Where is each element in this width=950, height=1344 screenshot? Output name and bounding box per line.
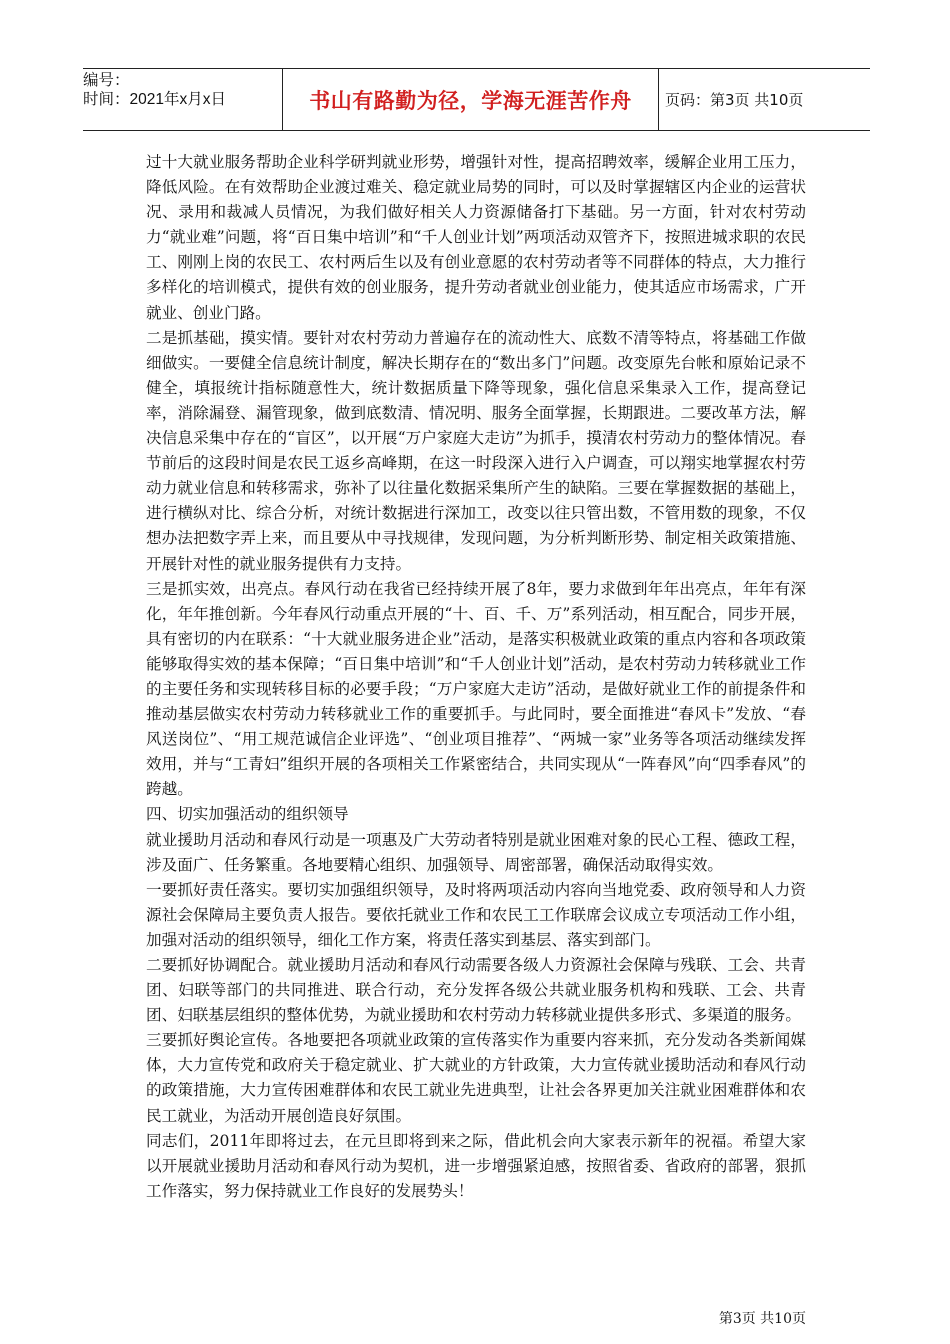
number-label: 编号： [83, 72, 130, 89]
time-label: 时间：2021年x月x日 [83, 91, 226, 108]
header-page-label: 页码：第3页 共10页 [665, 91, 804, 109]
section-heading: 四、切实加强活动的组织领导 [146, 805, 349, 824]
header-meta [83, 69, 283, 132]
paragraph: 二要抓好协调配合。就业援助月活动和春风行动需要各级人力资源社会保障与残联、工会、共青团、妇联等部门的共同推进、联合行动，充分发挥各级公共就业服务机构和残联、工会、共青团、妇联基层组织的整体优势，为就业援助和农村劳动力转移就业提供多形式、多渠道的服务。 [146, 956, 806, 1025]
paragraph: 三是抓实效，出亮点。春风行动在我省已经持续开展了8年，要力求做到年年出亮点，年年有深化，年年推创新。今年春风行动重点开展的“十、百、千、万”系列活动，相互配合，同步开展，具有密切的内在联系：“十大就业服务进企业”活动，是落实积极就业政策的重点内容和各项政策能够取得实效的基本保障；“百日集中培训”和“千人创业计划”活动，是农村劳动力转移就业工作的主要任务和实现转移目标的必要手段；“万户家庭大走访”活动，是做好就业工作的前提条件和推动基层做实农村劳动力转移就业工作的重要抓手。与此同时，要全面推进“春风卡”发放、“春风送岗位”、“用工规范诚信企业评选”、“创业项目推荐”、“两城一家”业务等各项活动继续发挥效用，并与“工青妇”组织开展的各项相关工作紧密结合，共同实现从“一阵春风”向“四季春风”的跨越。 [146, 579, 806, 799]
page-footer: 第3页 共10页 [718, 1311, 806, 1327]
document-body [146, 150, 806, 1204]
header-motto: 书山有路勤为径，学海无涯苦作舟 [282, 69, 659, 130]
paragraph: 过十大就业服务帮助企业科学研判就业形势，增强针对性，提高招聘效率，缓解企业用工压力，降低风险。在有效帮助企业渡过难关、稳定就业局势的同时，可以及时掌握辖区内企业的运营状况、录用和裁减人员情况，为我们做好相关人力资源储备打下基础。另一方面，针对农村劳动力“就业难”问题，将“百日集中培训”和“千人创业计划”两项活动双管齐下，按照进城求职的农民工、刚刚上岗的农民工、农村两后生以及有创业意愿的农村劳动者等不同群体的特点，大力推行多样化的培训模式，提供有效的创业服务，提升劳动者就业创业能力，使其适应市场需求，广开就业、创业门路。 [146, 153, 806, 322]
paragraph: 二是抓基础，摸实情。要针对农村劳动力普遍存在的流动性大、底数不清等特点，将基础工作做细做实。一要健全信息统计制度，解决长期存在的“数出多门”问题。改变原先台帐和原始记录不健全，填报统计指标随意性大，统计数据质量下降等现象，强化信息采集录入工作，提高登记率，消除漏登、漏管现象，做到底数清、情况明、服务全面掌握，长期跟进。二要改革方法，解决信息采集中存在的“盲区”，以开展“万户家庭大走访”为抓手，摸清农村劳动力的整体情况。春节前后的这段时间是农民工返乡高峰期，在这一时段深入进行入户调查，可以翔实地掌握农村劳动力就业信息和转移需求，弥补了以往量化数据采集所产生的缺陷。三要在掌握数据的基础上，进行横纵对比、综合分析，对统计数据进行深加工，改变以往只管出数，不管用数的现象，不仅想办法把数字弄上来，而且要从中寻找规律，发现问题，为分析判断形势、制定相关政策措施、开展针对性的就业服务提供有力支持。 [146, 328, 806, 573]
paragraph: 同志们，2011年即将过去，在元旦即将到来之际，借此机会向大家表示新年的祝福。希望大家以开展就业援助月活动和春风行动为契机，进一步增强紧迫感，按照省委、省政府的部署，狠抓工作落实，努力保持就业工作良好的发展势头！ [146, 1131, 806, 1200]
paragraph: 一要抓好责任落实。要切实加强组织领导，及时将两项活动内容向当地党委、政府领导和人力资源社会保障局主要负责人报告。要依托就业工作和农民工工作联席会议成立专项活动工作小组，加强对活动的组织领导，细化工作方案，将责任落实到基层、落实到部门。 [146, 880, 806, 949]
paragraph: 就业援助月活动和春风行动是一项惠及广大劳动者特别是就业困难对象的民心工程、德政工程，涉及面广、任务繁重。各地要精心组织、加强领导、周密部署，确保活动取得实效。 [146, 830, 806, 874]
paragraph: 三要抓好舆论宣传。各地要把各项就业政策的宣传落实作为重要内容来抓，充分发动各类新闻媒体，大力宣传党和政府关于稳定就业、扩大就业的方针政策，大力宣传就业援助活动和春风行动的政策措施，大力宣传困难群体和农民工就业先进典型，让社会各界更加关注就业困难群体和农民工就业，为活动开展创造良好氛围。 [146, 1031, 806, 1125]
page-header [83, 68, 870, 131]
